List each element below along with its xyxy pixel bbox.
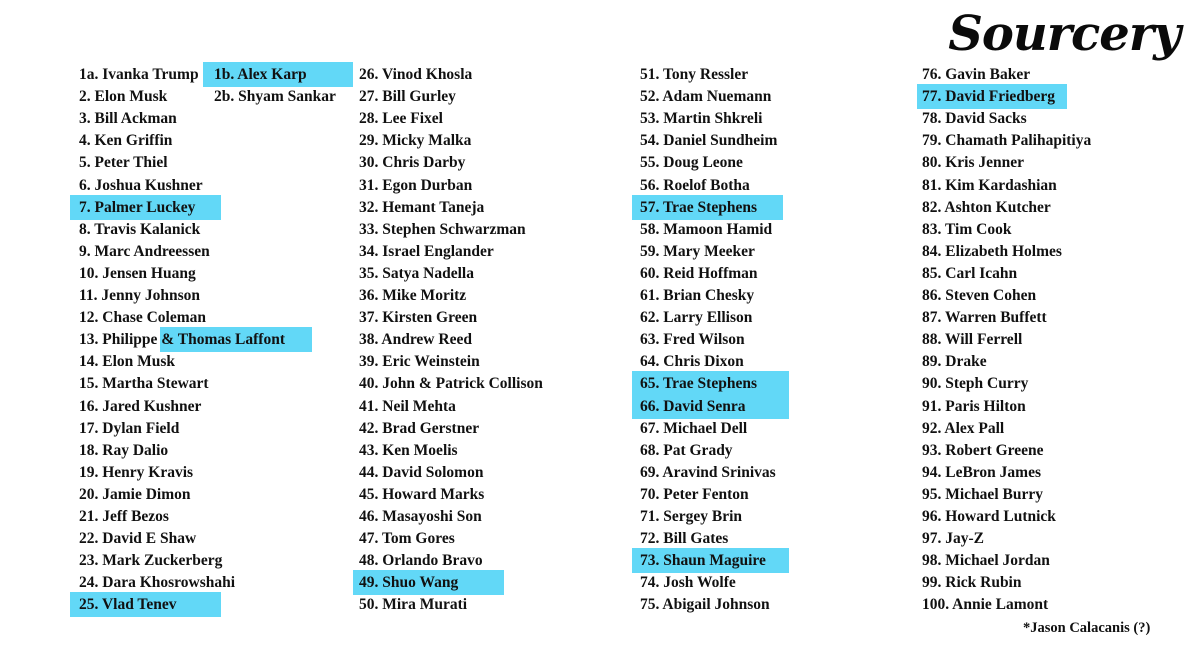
- list-item: 60. Reid Hoffman: [640, 264, 758, 282]
- list-item: 30. Chris Darby: [359, 154, 466, 172]
- list-item: 57. Trae Stephens: [640, 198, 757, 216]
- list-item: 86. Steven Cohen: [922, 287, 1037, 304]
- list-item: 1a. Ivanka Trump: [79, 66, 199, 83]
- list-item: 28. Lee Fixel: [359, 110, 443, 128]
- list-item: 90. Steph Curry: [922, 375, 1029, 393]
- list-item: 1b. Alex Karp: [214, 66, 307, 83]
- list-item: 39. Eric Weinstein: [359, 353, 480, 371]
- list-item: 18. Ray Dalio: [79, 441, 169, 459]
- list-item: 20. Jamie Dimon: [79, 485, 191, 503]
- list-item: 56. Roelof Botha: [640, 176, 750, 194]
- list-item: 5. Peter Thiel: [79, 154, 168, 172]
- list-item: 27. Bill Gurley: [359, 88, 456, 106]
- list-item: 91. Paris Hilton: [922, 397, 1026, 415]
- list-item: 83. Tim Cook: [922, 220, 1012, 238]
- list-item: 2b. Shyam Sankar: [214, 88, 336, 106]
- list-item: 11. Jenny Johnson: [79, 287, 201, 304]
- list-item: 71. Sergey Brin: [640, 508, 743, 525]
- list-item: 79. Chamath Palihapitiya: [922, 132, 1092, 150]
- list-item: 99. Rick Rubin: [922, 574, 1022, 592]
- list-item: 12. Chase Coleman: [79, 309, 207, 327]
- list-item: 35. Satya Nadella: [359, 264, 474, 282]
- list-item: 70. Peter Fenton: [640, 485, 749, 503]
- list-item: 37. Kirsten Green: [359, 309, 478, 327]
- list-item: 36. Mike Moritz: [359, 287, 467, 304]
- list-item: 92. Alex Pall: [922, 419, 1005, 437]
- list-item: 65. Trae Stephens: [640, 375, 757, 393]
- list-item: 84. Elizabeth Holmes: [922, 242, 1062, 260]
- list-item: 76. Gavin Baker: [922, 66, 1031, 83]
- list-item: 63. Fred Wilson: [640, 331, 745, 349]
- list-item: 74. Josh Wolfe: [640, 574, 736, 592]
- list-item: 46. Masayoshi Son: [359, 508, 482, 525]
- list-item: 66. David Senra: [640, 397, 746, 415]
- list-item: 42. Brad Gerstner: [359, 419, 480, 437]
- list-item: 78. David Sacks: [922, 110, 1027, 128]
- list-item: 44. David Solomon: [359, 463, 484, 481]
- list-item: 14. Elon Musk: [79, 353, 176, 371]
- list-item: 3. Bill Ackman: [79, 110, 177, 128]
- list-item: 22. David E Shaw: [79, 530, 197, 548]
- list-item: 55. Doug Leone: [640, 154, 743, 172]
- list-item: 4. Ken Griffin: [79, 132, 173, 150]
- list-item: 33. Stephen Schwarzman: [359, 220, 526, 238]
- list-item: 98. Michael Jordan: [922, 552, 1050, 570]
- list-item: 51. Tony Ressler: [640, 66, 749, 83]
- list-item: 45. Howard Marks: [359, 485, 485, 503]
- list-item: 93. Robert Greene: [922, 441, 1044, 459]
- sourcery-logo: Sourcery: [948, 6, 1180, 62]
- list-item: 73. Shaun Maguire: [640, 552, 766, 570]
- list-item: 23. Mark Zuckerberg: [79, 552, 223, 570]
- list-item: 100. Annie Lamont: [922, 596, 1049, 614]
- list-item: 62. Larry Ellison: [640, 309, 753, 327]
- list-item: 26. Vinod Khosla: [359, 66, 473, 83]
- list-item: 49. Shuo Wang: [359, 574, 459, 592]
- list-item: 25. Vlad Tenev: [79, 596, 177, 614]
- list-item: 41. Neil Mehta: [359, 397, 456, 415]
- footnote: *Jason Calacanis (?): [1023, 620, 1151, 636]
- list-item: 53. Martin Shkreli: [640, 110, 763, 128]
- list-item: 2. Elon Musk: [79, 88, 168, 106]
- list-item: 96. Howard Lutnick: [922, 508, 1056, 525]
- list-item: 87. Warren Buffett: [922, 309, 1047, 327]
- list-item: 97. Jay-Z: [922, 530, 984, 548]
- list-item: 17. Dylan Field: [79, 419, 180, 437]
- list-item: 69. Aravind Srinivas: [640, 463, 776, 481]
- list-item: 58. Mamoon Hamid: [640, 220, 773, 238]
- list-item: 6. Joshua Kushner: [79, 176, 203, 194]
- list-item: 21. Jeff Bezos: [79, 508, 169, 525]
- list-item: 85. Carl Icahn: [922, 264, 1018, 282]
- list-item: 40. John & Patrick Collison: [359, 375, 543, 393]
- list-item: 8. Travis Kalanick: [79, 220, 201, 238]
- list-item: 15. Martha Stewart: [79, 375, 209, 393]
- list-item: 72. Bill Gates: [640, 530, 729, 548]
- list-item: 52. Adam Nuemann: [640, 88, 772, 106]
- list-item: 29. Micky Malka: [359, 132, 472, 150]
- list-item: 61. Brian Chesky: [640, 287, 755, 304]
- list-item: 77. David Friedberg: [922, 88, 1056, 106]
- list-item: 80. Kris Jenner: [922, 154, 1025, 172]
- list-item: 94. LeBron James: [922, 463, 1041, 481]
- list-item: 31. Egon Durban: [359, 176, 473, 194]
- list-item: 48. Orlando Bravo: [359, 552, 483, 570]
- list-item: 59. Mary Meeker: [640, 242, 755, 260]
- list-item: 75. Abigail Johnson: [640, 596, 770, 614]
- list-item: 82. Ashton Kutcher: [922, 198, 1051, 216]
- list-item: 10. Jensen Huang: [79, 264, 196, 282]
- list-item: 34. Israel Englander: [359, 242, 494, 260]
- list-item: 47. Tom Gores: [359, 530, 455, 548]
- list-item: 32. Hemant Taneja: [359, 198, 485, 216]
- list-item: 88. Will Ferrell: [922, 331, 1023, 349]
- list-item: 89. Drake: [922, 353, 987, 371]
- list-item: 50. Mira Murati: [359, 596, 468, 614]
- list-item: 67. Michael Dell: [640, 419, 748, 437]
- list-item: 81. Kim Kardashian: [922, 176, 1057, 194]
- list-item: 13. Philippe & Thomas Laffont: [79, 331, 285, 349]
- list-item: 68. Pat Grady: [640, 441, 733, 459]
- list-item: 24. Dara Khosrowshahi: [79, 574, 236, 592]
- list-item: 9. Marc Andreessen: [79, 242, 210, 260]
- list-item: 64. Chris Dixon: [640, 353, 744, 371]
- list-item: 54. Daniel Sundheim: [640, 132, 778, 150]
- list-item: 38. Andrew Reed: [359, 331, 472, 349]
- list-item: 95. Michael Burry: [922, 485, 1043, 503]
- list-item: 7. Palmer Luckey: [79, 198, 196, 216]
- list-item: 16. Jared Kushner: [79, 397, 202, 415]
- list-item: 43. Ken Moelis: [359, 441, 458, 459]
- list-item: 19. Henry Kravis: [79, 463, 194, 481]
